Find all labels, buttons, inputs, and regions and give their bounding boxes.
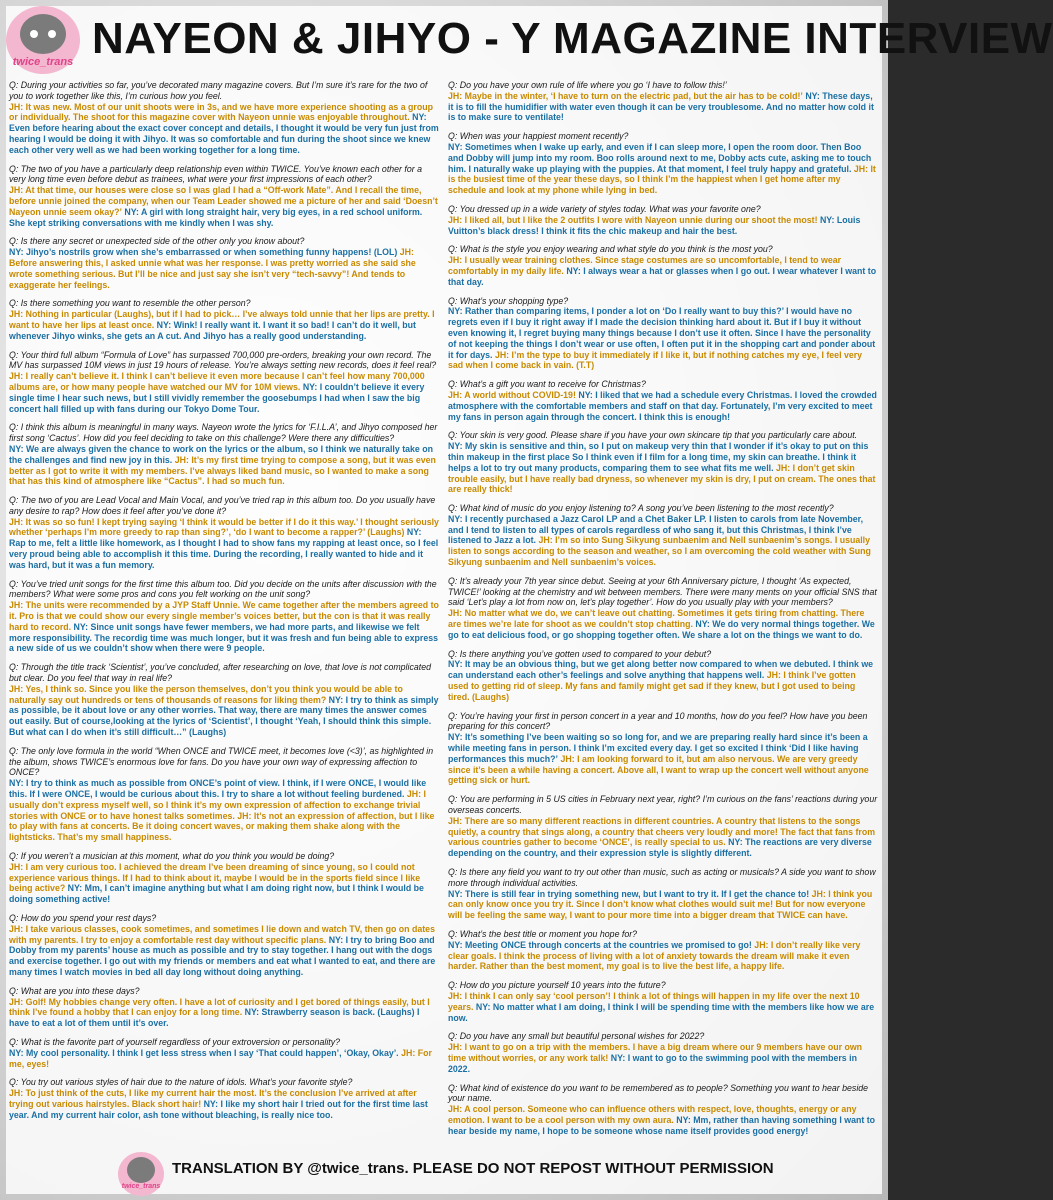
- question-text: Q: When was your happiest moment recently?: [448, 131, 629, 142]
- nayeon-answer: NY: The reactions are very diverse depending on the country, and their expression style is slightly different.: [448, 837, 872, 859]
- eye-icon: [30, 30, 38, 38]
- question-text: Q: I think this album is meaningful in many ways. Nayeon wrote the lyrics for ‘F.I.L.A’, and Jihyo composed her first song ‘Cactus’. How did you feel deciding to take on this challenge? Were there any difficulties?: [9, 422, 438, 444]
- jihyo-answer: JH: I’m the type to buy it immediately if I like it, but if nothing catches my eye, I feel very sad when I come back in vain. (T.T): [448, 349, 863, 371]
- nayeon-answer: NY: I like my short hair I tried out for the first time last year. And my current hair color, ash tone without bleaching, is really nice too.: [9, 1098, 428, 1120]
- answer-text: [448, 1104, 878, 1136]
- answer-text: [448, 441, 878, 495]
- question-text: Q: The two of you have a particularly deep relationship even within TWICE. You’ve known each other for a very long time even before debut as trainees, what were your first impressions of each other?: [9, 163, 423, 185]
- nayeon-answer: NY: My cool personality. I think I get less stress when I say ‘That could happen’, ‘Okay, Okay’.: [9, 1047, 399, 1058]
- nayeon-answer: NY: Rap to me, felt a little like homework, as I thought I had to show fans my rapping at least once, so I feel very proud being able to accomplish it this time. During the recording, I really wanted to hide and it was hard, but it was a fun memory.: [9, 527, 439, 570]
- answer-text: [9, 924, 439, 978]
- qa-block: [9, 913, 439, 978]
- right-column: [448, 80, 878, 1145]
- question-text: Q: During your activities so far, you’ve decorated many magazine covers. But I’m sure it’s rare for the two of you to work together like this, I’m curious how you feel.: [9, 80, 428, 101]
- qa-block: [9, 579, 439, 655]
- question-text: Q: You’re having your first in person concert in a year and 10 months, how do you feel? How have you been preparing for this concert?: [448, 710, 868, 732]
- jihyo-answer: JH: There are so many different reactions in different countries. A country that listens to the songs quietly, a country that sings along, a country that cheers very loudly and more! The fact that fans from various countries gather to become ‘ONCE’, is really special to us.: [448, 815, 876, 848]
- nayeon-answer: NY: I try to bring Boo and Dobby from my parents’ house as much as possible and try to stay together. I hang out with the dogs and exercise together. I go out with my friends or members and eat what I wanted to eat, and there are many times I watch movies in bed all day long without doing anything.: [9, 934, 436, 977]
- answer-text: [448, 732, 878, 786]
- answer-text: [448, 215, 878, 237]
- qa-block: [9, 80, 439, 156]
- nayeon-answer: NY: It’s something I’ve been waiting so so long for, and we are preparing really hard since it’s been a while meeting fans in person. I think I’m excited every day. I get so excited I think ‘Did I like having performances this much?’: [448, 732, 868, 764]
- qa-block: [9, 1037, 439, 1069]
- logo-text: twice_trans: [12, 56, 74, 68]
- jihyo-answer: JH: I really can’t believe it. I think I can’t believe it even more because I can’t feel how many 700,000 albums are, or how many people have watched our MV for 10M views.: [9, 371, 425, 392]
- question-text: Q: What kind of existence do you want to be remembered as to people? Something you want to hear beside your name.: [448, 1082, 869, 1104]
- jihyo-answer: JH: I think you can only know once you try it. Since I don’t know what clothes would suit me! But for now everyone will be feeling the same way, I want to pour more time into a bigger dream that TWICE can have.: [448, 888, 873, 921]
- jihyo-answer: JH: I usually don’t express myself well, so I think it’s my own expression of affection to exchange trivial stories with ONCE or to have honest talks sometimes. JH: It’s not an expression of affection, but I like to play with fans at concerts. Be it doing concert waves, or making them shake along with the lightsticks. That’s my small happiness.: [9, 789, 435, 843]
- nayeon-answer: NY: Jihyo’s nostrils grow when she’s embarrassed or when something funny happens! (LOL): [9, 247, 398, 258]
- answer-text: [9, 862, 439, 905]
- twice-trans-logo: [6, 6, 80, 74]
- mascot-face-icon: [20, 14, 66, 54]
- nayeon-answer: NY: A girl with long straight hair, very big eyes, in a red school uniform. She kept striking conversations with me kindly when I was shy.: [9, 206, 423, 228]
- question-text: Q: Through the title track ‘Scientist’, you’ve concluded, after researching on love, that love is not complicated but clear. Do you feel that way in real life?: [9, 662, 431, 684]
- jihyo-answer: JH: Before answering this, I asked unnie what was her response. I was pretty worried as she said she wrote something serious. But I’ll be nice and just say she isn’t very “tech-savvy”! And tends to exaggerate her feelings.: [9, 247, 416, 290]
- answer-text: [448, 91, 878, 123]
- answer-text: [9, 102, 439, 156]
- question-text: Q: What is the favorite part of yourself regardless of your extroversion or personality?: [9, 1036, 341, 1047]
- answer-text: [9, 247, 439, 290]
- answer-text: [9, 444, 439, 487]
- jihyo-answer: JH: I liked all, but I like the 2 outfits I wore with Nayeon unnie during our shoot the most!: [448, 214, 818, 225]
- nayeon-answer: NY: I try to think as simply as possible, be it about love or any other worries. That way, there are many times the answer comes out easily. But of course,looking at the lyrics of ‘Scientist’, I thought ‘Yeah, I should think this simple. But what can I do when it’s still difficult…” (Laughs): [9, 694, 439, 738]
- jihyo-answer: JH: I think I can only say ‘cool person’! I think a lot of things will happen in my life over the next 10 years.: [448, 990, 860, 1012]
- question-text: Q: Is there something you want to resemble the other person?: [9, 298, 251, 309]
- translation-credit: TRANSLATION BY @twice_trans. PLEASE DO NOT REPOST WITHOUT PERMISSION: [172, 1160, 774, 1177]
- nayeon-answer: NY: I couldn’t believe it every single time I hear such news, but I still vividly remember the goosebumps I had when I saw the big concert hall filled up with fans during our Tokyo Dome Tour.: [9, 381, 425, 414]
- nayeon-answer: NY: Even before hearing about the exact cover concept and details, I thought it would be very fun just from hearing I would be doing it with Jihyo. It was so comfortable and fun during the shoot since we knew each other very well as we had been working together for a long time.: [9, 112, 439, 155]
- question-text: Q: The two of you are Lead Vocal and Main Vocal, and you’ve tried rap in this album too. Do you usually have any desire to rap? How does it feel after you’ve done it?: [9, 495, 436, 516]
- answer-text: [448, 142, 878, 196]
- answer-text: [448, 255, 878, 287]
- answer-text: [9, 684, 439, 738]
- logo-text: twice_trans: [121, 1183, 161, 1190]
- nayeon-answer: NY: I want to go to the swimming pool with the members in 2022.: [448, 1052, 857, 1074]
- nayeon-answer: NY: My skin is sensitive and thin, so I put on makeup very thin that I wonder if it’s okay to put on this thin makeup in the first place So I think even if I film for a long time, my skin can breathe. I think it helps a lot to try out many products, comparing them to see what fits me well.: [448, 441, 869, 473]
- answer-text: [9, 371, 439, 414]
- nayeon-answer: NY: We are always given the chance to work on the lyrics or the album, so I think we naturally take on the challenges and find new joy in this.: [9, 443, 433, 465]
- jihyo-answer: JH: A world without COVID-19!: [448, 389, 576, 400]
- question-text: Q: Your skin is very good. Please share if you have your own skincare tip that you particularly care about.: [448, 430, 858, 441]
- answer-text: [448, 514, 878, 568]
- nayeon-answer: NY: These days, it is to fill the humidifier with water even though it can be very troublesome. And no matter how cold it is to make sure to ventilate!: [448, 90, 874, 123]
- nayeon-answer: NY: Since unit songs have fewer members, we had more parts, and likewise we felt more responsibility. The recordig time was much longer, but it was fresh and fun being able to express a new side of us we couldn’t show when there were 9 people.: [9, 621, 439, 654]
- question-text: Q: Is there anything you’ve gotten used to compared to your debut?: [448, 648, 712, 659]
- qa-block: [448, 296, 878, 372]
- left-column: [9, 80, 439, 1129]
- qa-block: [9, 662, 439, 738]
- page-title: NAYEON & JIHYO - Y MAGAZINE INTERVIEW: [92, 14, 1053, 63]
- question-text: Q: What’s your shopping type?: [448, 295, 569, 306]
- qa-block: [9, 986, 439, 1029]
- nayeon-answer: NY: I try to think as much as possible from ONCE’s point of view. I think, if I were ONCE, I would like this. If I were ONCE, I would be curious about this. I try to share a lot without feeling burdened.: [9, 778, 427, 800]
- answer-text: [9, 517, 439, 571]
- qa-block: [448, 503, 878, 568]
- answer-text: [9, 1088, 439, 1120]
- nayeon-answer: NY: I always wear a hat or glasses when I go out. I wear whatever I want to that day.: [448, 265, 877, 287]
- qa-block: [9, 495, 439, 571]
- nayeon-answer: NY: I recently purchased a Jazz Carol LP and a Chet Baker LP. I listen to carols from late November, and I tend to listen to all types of carols regardless of who sang it, but this Christmas, I think I’ve listened to Jazz a lot.: [448, 513, 864, 546]
- qa-block: [9, 1077, 439, 1120]
- jihyo-answer: JH: It was so so fun! I kept trying saying ‘I think it would be better if I do it this way.’ I thought seriously whether ‘perhaps I’m more greedy to rap than sing?’, ‘do I want to become a rapper?’ (Laughs): [9, 516, 439, 538]
- jihyo-answer: JH: I take various classes, cook sometimes, and sometimes I lie down and watch TV, then go on dates with my parents. I try to enjoy a comfortable rest day without specific plans.: [9, 923, 435, 945]
- qa-block: [448, 980, 878, 1023]
- jihyo-answer: JH: I don’t really like very clear goals. I think the process of living with a lot of anxiety towards the dream will make it even harder. Rather than the best moment, my goal is to live the best life, a happy life.: [448, 939, 861, 972]
- qa-block: [9, 236, 439, 290]
- answer-text: [448, 816, 878, 859]
- answer-text: [9, 309, 439, 341]
- question-text: Q: Is there any field you want to try out other than music, such as acting or musicals? A side you want to show more through individual activities.: [448, 867, 876, 888]
- jihyo-answer: JH: I’m so into Sung Sikyung sunbaenim and Nell sunbaenim’s songs. I usually listen to songs according to the season and weather, so I am overcoming the cold weather with Sung Sikyung sunbaenim and Nell sunbaenim’s voices.: [448, 535, 871, 568]
- qa-block: [448, 204, 878, 236]
- question-text: Q: What’s a gift you want to receive for Christmas?: [448, 379, 646, 390]
- nayeon-answer: NY: Meeting ONCE through concerts at the countries we promised to go!: [448, 939, 752, 950]
- nayeon-answer: NY: Rather than comparing items, I ponder a lot on ‘Do I really want to buy this?’ I would have no regrets even if I buy it right away if I made the decision thinking hard about it. But if I buy it without even knowing it, I regret buying many things because I don’t use it often. Since I have the personality of not keeping the things I don’t wear or use often, I often put it in the shopping cart and ponder about it for days.: [448, 306, 876, 360]
- nayeon-answer: NY: No matter what I am doing, I think I will be spending time with the members like how we are now.: [448, 1001, 875, 1023]
- qa-block: [9, 851, 439, 905]
- jihyo-answer: JH: To just think of the cuts, I like my current hair the most. It’s the conclusion I’ve arrived at after trying out various hairstyles. Black short hair!: [9, 1088, 417, 1109]
- jihyo-answer: JH: Golf! My hobbies change very often. I have a lot of curiosity and I get bored of things easily, but I think I’ve found a hobby that I can enjoy for a long time.: [9, 996, 430, 1018]
- jihyo-answer: JH: I usually wear training clothes. Since stage costumes are so uncomfortable, I tend to wear comfortably in my daily life.: [448, 255, 842, 276]
- answer-text: [448, 608, 878, 640]
- jihyo-answer: JH: Maybe in the winter, ‘I have to turn on the electric pad, but the air has to be cold!’: [448, 90, 803, 101]
- question-text: Q: What are you into these days?: [9, 985, 140, 996]
- qa-block: [448, 1031, 878, 1074]
- nayeon-answer: NY: There is still fear in trying something new, but I want to try it. If I get the chance to!: [448, 888, 810, 899]
- question-text: Q: How do you spend your rest days?: [9, 912, 157, 923]
- question-text: Q: You dressed up in a wide variety of styles today. What was your favorite one?: [448, 203, 761, 214]
- qa-block: [448, 131, 878, 196]
- nayeon-answer: NY: It may be an obvious thing, but we get along better now compared to when we debuted. I think we can understand each other’s feelings and solve anything that happens well.: [448, 659, 874, 681]
- answer-text: [448, 1042, 878, 1074]
- answer-text: [448, 940, 878, 972]
- qa-block: [448, 1083, 878, 1137]
- question-text: Q: What kind of music do you enjoy listening to? A song you’ve been listening to the most recently?: [448, 503, 834, 514]
- question-text: Q: You are performing in 5 US cities in February next year, right? I’m curious on the fans’ reactions during your overseas concerts.: [448, 794, 878, 816]
- twice-trans-logo-small: [118, 1152, 164, 1196]
- qa-block: [9, 746, 439, 843]
- qa-block: [448, 711, 878, 787]
- answer-text: [448, 306, 878, 371]
- question-text: Q: The only love formula in the world “When ONCE and TWICE meet, it becomes love (<3)’, as highlighted in the album, shows TWICE’s enormous love for fans. Do you have your own way of expressing affection to ONCE?: [9, 745, 434, 778]
- qa-block: [9, 164, 439, 229]
- question-text: Q: Your third full album “Formula of Love” has surpassed 700,000 pre-orders, breaking your own record. The MV has surpassed 10M views in just 19 hours of release. You’re always setting new records, does it feel real?: [9, 349, 437, 371]
- nayeon-answer: NY: We do very normal things together. We go to eat delicious food, or go shopping together often. We share a lot on the things we want to do.: [448, 619, 875, 640]
- qa-block: [9, 422, 439, 487]
- nayeon-answer: NY: Sometimes when I wake up early, and even if I can sleep more, I open the room door. Then Boo and Dobby will jump into my room. Boo rolls around next to me, Dobby acts cute, asking me to touch him. I naturally wake up playing with the puppies. At that moment, I feel truly happy and grateful.: [448, 141, 872, 174]
- answer-text: [448, 991, 878, 1023]
- jihyo-answer: JH: I think I’ve gotten used to getting rid of sleep. My fans and family might get sad if they knew, but I got used to being tired. (Laughs): [448, 670, 856, 702]
- question-text: Q: If you weren’t a musician at this moment, what do you think you would be doing?: [9, 851, 335, 861]
- nayeon-answer: NY: Louis Vuitton’s black dress! I think it fits the chic makeup and hair the best.: [448, 214, 861, 236]
- question-text: Q: Do you have any small but beautiful personal wishes for 2022?: [448, 1031, 705, 1042]
- header: [0, 0, 1053, 78]
- jihyo-answer: JH: It’s my first time trying to compose a song, but it was even better as I got to write it with my members. I’ve always liked band music, so I wanted to make a song that has this kind of atmosphere like “Cactus”. I had so much fun.: [9, 454, 436, 487]
- answer-text: [448, 889, 878, 921]
- question-text: Q: What is the style you enjoy wearing and what style do you think is the most you?: [448, 244, 773, 255]
- qa-block: [448, 649, 878, 703]
- answer-text: [448, 390, 878, 422]
- qa-block: [448, 576, 878, 641]
- question-text: Q: How do you picture yourself 10 years into the future?: [448, 980, 666, 991]
- question-text: Q: You try out various styles of hair due to the nature of idols. What’s your favorite style?: [9, 1077, 353, 1088]
- nayeon-answer: NY: Mm, rather than having something I want to hear beside my name, I hope to be someone whose name itself provides good energy!: [448, 1114, 876, 1136]
- qa-block: [448, 244, 878, 287]
- answer-text: [9, 778, 439, 843]
- footer: [0, 1150, 888, 1200]
- jihyo-answer: JH: No matter what we do, we can’t leave out chatting. Sometimes it gets tiring from chatting. There are times we’re late for shoot as we couldn’t stop chatting.: [448, 608, 865, 630]
- nayeon-answer: NY: I liked that we had a schedule every Christmas. I loved the crowded atmosphere with the comfortable members and staff on that day. Fortunately, I’m very excited to meet my fans in person again through the concert. I think this is enough!: [448, 389, 877, 422]
- qa-block: [448, 379, 878, 422]
- answer-text: [9, 997, 439, 1029]
- jihyo-answer: JH: A cool person. Someone who can influence others with respect, love, thoughts, energy or any emotion. I want to be a cool person with my own aura.: [448, 1104, 857, 1125]
- qa-block: [448, 430, 878, 495]
- jihyo-answer: JH: Nothing in particular (Laughs), but if I had to pick… I’ve always told unnie that her lips are pretty. I want to have her lips at least once.: [9, 309, 435, 330]
- jihyo-answer: JH: I am looking forward to it, but am also nervous. We are very greedy since it’s been a while having a concert. Above all, I want to wrap up the concert well without anyone getting sick or hurt.: [448, 753, 869, 786]
- question-text: Q: Is there any secret or unexpected side of the other only you know about?: [9, 236, 305, 247]
- answer-text: [9, 185, 439, 228]
- jihyo-answer: JH: I want to go on a trip with the members. I have a big dream where our 9 members have our own time without worries, or any work talk!: [448, 1042, 863, 1063]
- jihyo-answer: JH: I am very curious too. I achieved the dream I’ve been dreaming of since young, so I could not experience various things. If I had to think about it, maybe I would be in the sports field since I like being active?: [9, 861, 421, 894]
- jihyo-answer: JH: It is the busiest time of the year these days, so I think I’m the happiest when I get home after my schedule and look at my phone while lying in bed.: [448, 163, 876, 196]
- qa-block: [9, 350, 439, 415]
- jihyo-answer: JH: It was new. Most of our unit shoots were in 3s, and we have more experience shooting as a group or individually. The shoot for this magazine cover with Nayeon unnie was enjoyable throughout.: [9, 101, 433, 123]
- qa-block: [448, 867, 878, 921]
- nayeon-answer: NY: Strawberry season is back. (Laughs) I have to eat a lot of them until it’s over.: [9, 1007, 420, 1029]
- answer-text: [9, 600, 439, 654]
- mascot-face-icon: [127, 1157, 155, 1183]
- nayeon-answer: NY: Wink! I really want it. I want it so bad! I can’t do it well, but whenever Jihyo winks, she gets an A cut. And Jihyo has a really good understanding.: [9, 319, 416, 341]
- jihyo-answer: JH: Yes, I think so. Since you like the person themselves, don’t you think you would be able to naturally say out hundreds or tens of thousands of reasons for liking them?: [9, 683, 403, 705]
- question-text: Q: You’ve tried unit songs for the first time this album too. Did you decide on the units after discussion with the members? What were some pros and cons you felt working on the unit song?: [9, 578, 437, 600]
- jihyo-answer: JH: For me, eyes!: [9, 1047, 432, 1069]
- answer-text: [9, 1048, 439, 1070]
- question-text: Q: It’s already your 7th year since debut. Seeing at your 6th Anniversary picture, I thought ‘As expected, TWICE!’ looking at the chemistry and wit between members. There were many ments on your official SNS that said ‘Let’s play a lot from now on, let’s play together’. How do you usually play with your members?: [448, 575, 877, 608]
- qa-block: [448, 929, 878, 972]
- eye-icon: [48, 30, 56, 38]
- qa-block: [448, 794, 878, 859]
- answer-text: [448, 659, 878, 702]
- jihyo-answer: JH: The units were recommended by a JYP Staff Unnie. We came together after the members agreed to it. Pro is that we could show our every single member’s voices better, but the con is that it was really hard to record.: [9, 600, 439, 632]
- question-text: Q: Do you have your own rule of life where you go ‘I have to follow this!’: [448, 80, 727, 90]
- qa-block: [448, 80, 878, 123]
- question-text: Q: What’s the best title or moment you hope for?: [448, 928, 638, 939]
- qa-block: [9, 298, 439, 341]
- jihyo-answer: JH: At that time, our houses were close so I was glad I had a “Off-work Mate”. And I recall the time, before unnie joined the company, when our Team Leader showed me a picture of her and said ‘Doesn’t Nayeon unnie seem okay?’: [9, 185, 438, 217]
- jihyo-answer: JH: I don’t get skin trouble easily, but I have really bad dryness, so whenever my skin is dry, I put on cream. The ones that are really thick!: [448, 462, 876, 495]
- nayeon-answer: NY: Mm, I can’t imagine anything but what I am doing right now, but I think I would be doing something active!: [9, 883, 424, 905]
